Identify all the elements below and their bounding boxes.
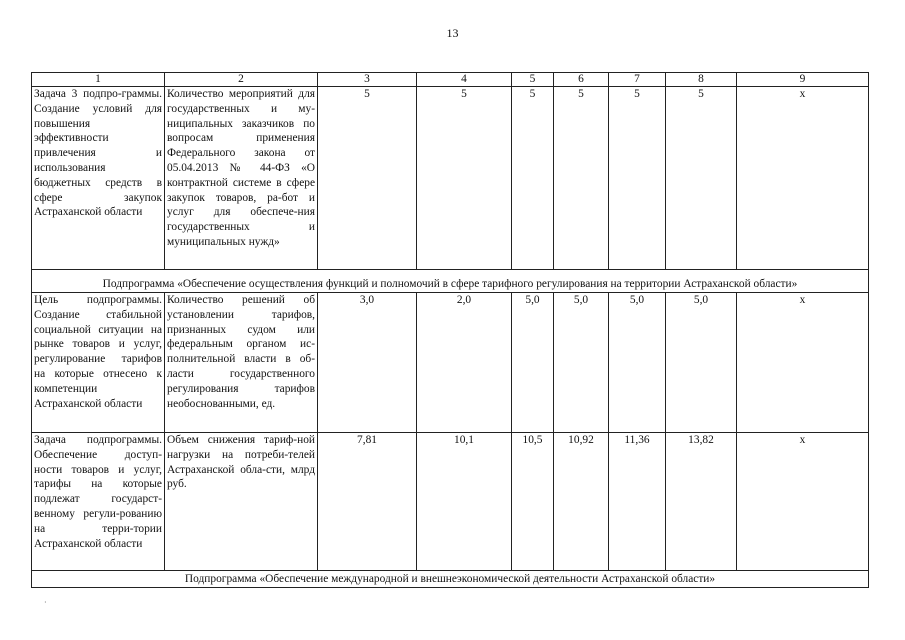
- header-cell: 7: [609, 73, 666, 87]
- header-cell: 3: [318, 73, 417, 87]
- section-title: Подпрограмма «Обеспечение осуществления функций и полномочий в сфере тарифного регулирования на территории Астраханской области»: [32, 270, 869, 293]
- indicator-cell: Количество решений об установлении тарифов, признанных судом или федеральным органом ис-полнительной власти в об-ласти государственного регулирования тарифов необоснованными, ед.: [165, 293, 318, 433]
- header-cell: 9: [737, 73, 869, 87]
- table-row: [32, 293, 869, 433]
- header-cell: 8: [666, 73, 737, 87]
- goal-cell: Задача подпрограммы. Обеспечение доступ-ности товаров и услуг, тарифы на которые подлежат государст-венному регули-рованию на терри-тории Астраханской области: [32, 433, 165, 571]
- header-row: [32, 73, 869, 87]
- value-cell: 5: [609, 87, 666, 270]
- value-cell: 5,0: [554, 293, 609, 433]
- goal-cell: Задача 3 подпро-граммы. Создание условий для повышения эффективности привлечения и использования бюджетных средств в сфере закупок Астраханской области: [32, 87, 165, 270]
- value-cell: x: [737, 87, 869, 270]
- header-cell: 6: [554, 73, 609, 87]
- value-cell: 5: [512, 87, 554, 270]
- header-cell: 5: [512, 73, 554, 87]
- value-cell: 10,92: [554, 433, 609, 571]
- value-cell: x: [737, 293, 869, 433]
- header-cell: 4: [417, 73, 512, 87]
- table-row: [32, 87, 869, 270]
- header-cell: 2: [165, 73, 318, 87]
- value-cell: 2,0: [417, 293, 512, 433]
- value-cell: 5: [318, 87, 417, 270]
- value-cell: 5,0: [512, 293, 554, 433]
- section-row: [32, 571, 869, 588]
- value-cell: 5: [554, 87, 609, 270]
- indicators-table: [31, 72, 869, 588]
- value-cell: 11,36: [609, 433, 666, 571]
- table-row: [32, 433, 869, 571]
- value-cell: 10,1: [417, 433, 512, 571]
- value-cell: 7,81: [318, 433, 417, 571]
- page-number: 13: [446, 26, 459, 40]
- value-cell: 10,5: [512, 433, 554, 571]
- indicator-cell: Объем снижения тариф-ной нагрузки на потреби-телей Астраханской обла-сти, млрд руб.: [165, 433, 318, 571]
- value-cell: x: [737, 433, 869, 571]
- header-cell: 1: [32, 73, 165, 87]
- value-cell: 5: [666, 87, 737, 270]
- value-cell: 3,0: [318, 293, 417, 433]
- indicator-cell: Количество мероприятий для государственных и му-ниципальных заказчиков по вопросам применения Федерального закона от 05.04.2013 № 44-ФЗ «О контрактной системе в сфере закупок товаров, ра-бот и услуг для обеспече-ния государственных и муниципальных нужд»: [165, 87, 318, 270]
- section-title: Подпрограмма «Обеспечение международной и внешнеэкономической деятельности Астраханской области»: [32, 571, 869, 588]
- stray-mark: ·: [44, 598, 47, 607]
- value-cell: 5,0: [666, 293, 737, 433]
- value-cell: 5: [417, 87, 512, 270]
- value-cell: 5,0: [609, 293, 666, 433]
- section-row: [32, 270, 869, 293]
- value-cell: 13,82: [666, 433, 737, 571]
- goal-cell: Цель подпрограммы. Создание стабильной социальной ситуации на рынке товаров и услуг, регулирование тарифов на которые отнесено к компетенции Астраханской области: [32, 293, 165, 433]
